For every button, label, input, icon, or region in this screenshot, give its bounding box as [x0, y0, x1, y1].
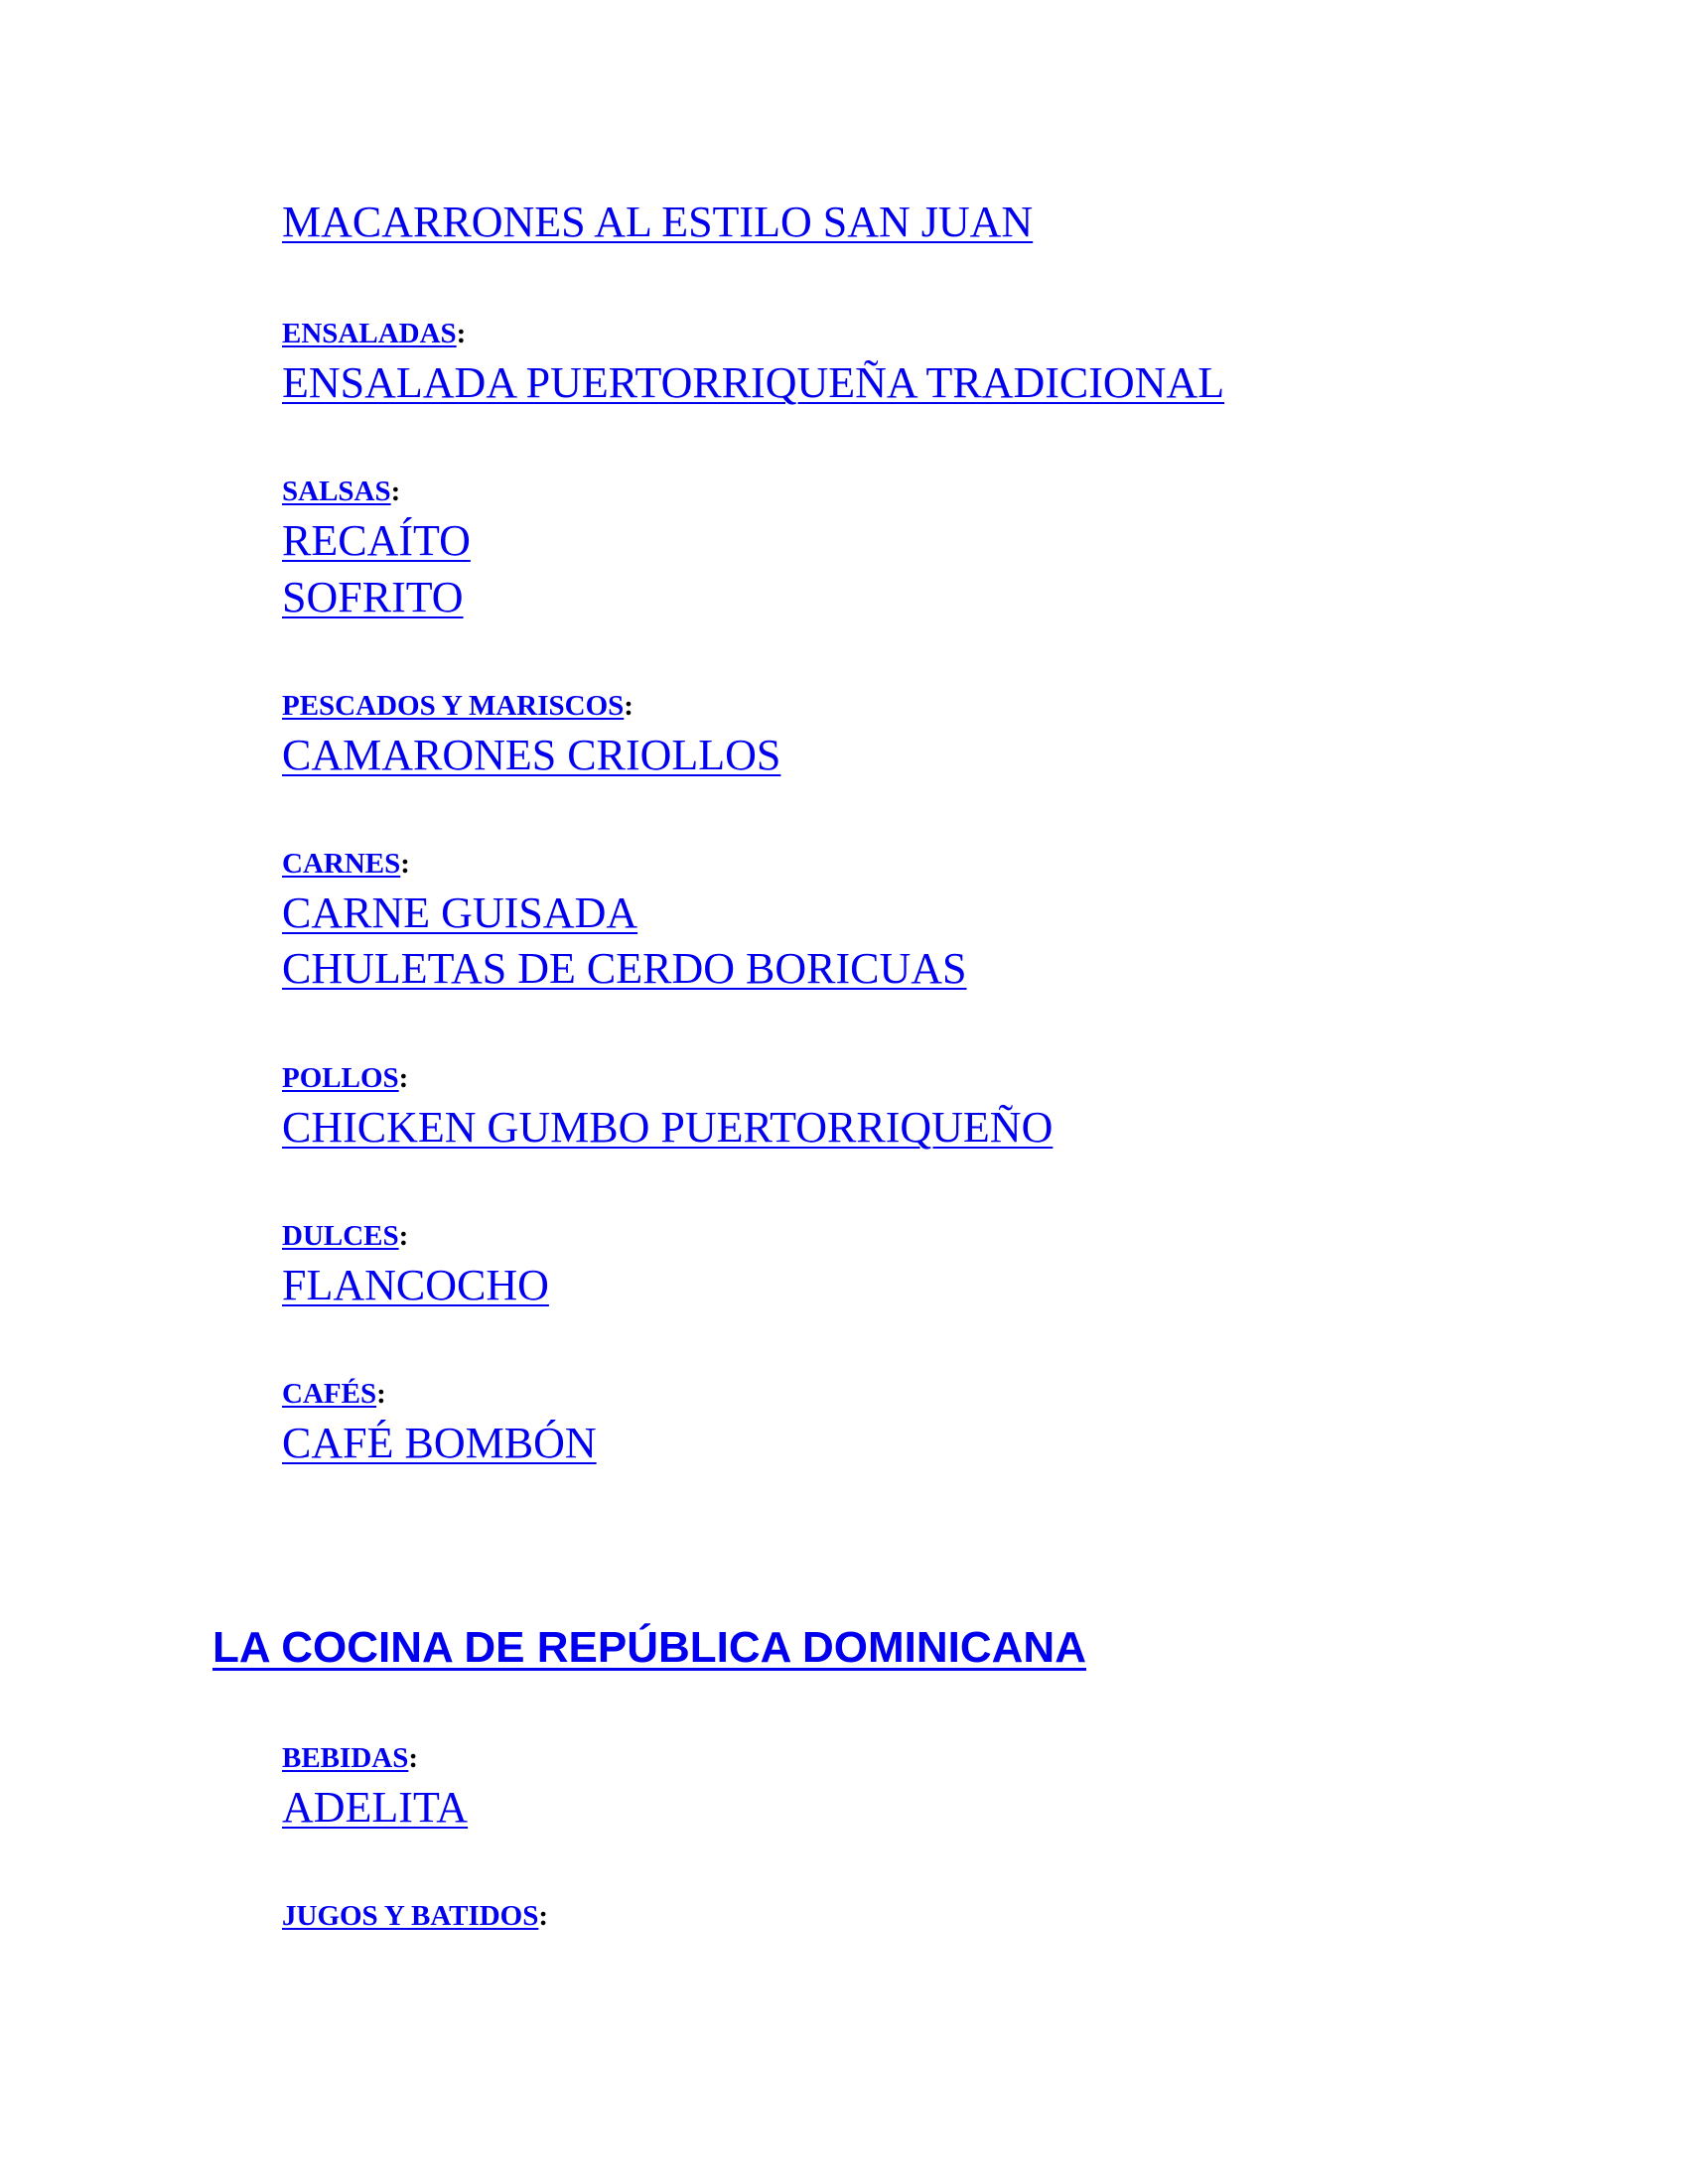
recipe-link-carne-guisada[interactable]: CARNE GUISADA: [282, 888, 638, 937]
category-bebidas: [282, 1740, 418, 1776]
recipe-link-ensalada-puertorriquena[interactable]: ENSALADA PUERTORRIQUEÑA TRADICIONAL: [282, 358, 1225, 407]
category-separator: :: [456, 318, 467, 349]
category-separator: :: [408, 1742, 418, 1774]
recipe-link-sofrito[interactable]: SOFRITO: [282, 573, 464, 621]
category-link-cafes[interactable]: CAFÉS: [282, 1378, 377, 1410]
category-separator: :: [538, 1900, 549, 1932]
recipe-item: [282, 355, 1224, 411]
recipe-item: [282, 1416, 597, 1471]
recipe-item: [282, 570, 464, 625]
recipe-link-macarrones-container: [282, 195, 1033, 250]
recipe-item: [282, 1100, 1053, 1156]
category-separator: :: [398, 1062, 409, 1094]
recipe-link-chicken-gumbo[interactable]: CHICKEN GUMBO PUERTORRIQUEÑO: [282, 1103, 1054, 1152]
category-pescados-y-mariscos: [282, 688, 633, 724]
section-heading: [212, 1620, 1086, 1676]
category-cafes: [282, 1376, 386, 1412]
recipe-item: [282, 1780, 468, 1836]
category-link-salsas[interactable]: SALSAS: [282, 476, 391, 507]
category-link-ensaladas[interactable]: ENSALADAS: [282, 318, 457, 349]
category-link-pescados-y-mariscos[interactable]: PESCADOS Y MARISCOS: [282, 690, 625, 722]
recipe-link-camarones-criollos[interactable]: CAMARONES CRIOLLOS: [282, 731, 781, 779]
category-jugos-y-batidos: [282, 1898, 548, 1934]
category-link-dulces[interactable]: DULCES: [282, 1220, 399, 1252]
category-link-bebidas[interactable]: BEBIDAS: [282, 1742, 409, 1774]
category-link-pollos[interactable]: POLLOS: [282, 1062, 399, 1094]
category-separator: :: [376, 1378, 386, 1410]
category-separator: :: [390, 476, 401, 507]
category-carnes: [282, 846, 410, 882]
recipe-link-flancocho[interactable]: FLANCOCHO: [282, 1261, 549, 1309]
category-link-carnes[interactable]: CARNES: [282, 848, 401, 880]
category-pollos: [282, 1060, 408, 1096]
section-link-republica-dominicana[interactable]: LA COCINA DE REPÚBLICA DOMINICANA: [212, 1623, 1086, 1672]
recipe-item: [282, 886, 637, 941]
category-dulces: [282, 1218, 408, 1254]
category-separator: :: [400, 848, 410, 880]
category-salsas: [282, 474, 400, 509]
category-ensaladas: [282, 316, 466, 351]
recipe-item: [282, 1258, 549, 1313]
recipe-link-chuletas-de-cerdo[interactable]: CHULETAS DE CERDO BORICUAS: [282, 944, 967, 993]
recipe-link-recaito[interactable]: RECAÍTO: [282, 516, 471, 565]
recipe-item: [282, 941, 967, 997]
category-separator: :: [624, 690, 633, 722]
recipe-link-adelita[interactable]: ADELITA: [282, 1783, 469, 1832]
recipe-link-cafe-bombon[interactable]: CAFÉ BOMBÓN: [282, 1419, 597, 1467]
recipe-link-macarrones[interactable]: MACARRONES AL ESTILO SAN JUAN: [282, 198, 1034, 246]
recipe-item: [282, 728, 780, 783]
category-separator: :: [398, 1220, 409, 1252]
category-link-jugos-y-batidos[interactable]: JUGOS Y BATIDOS: [282, 1900, 539, 1932]
recipe-item: [282, 513, 471, 569]
